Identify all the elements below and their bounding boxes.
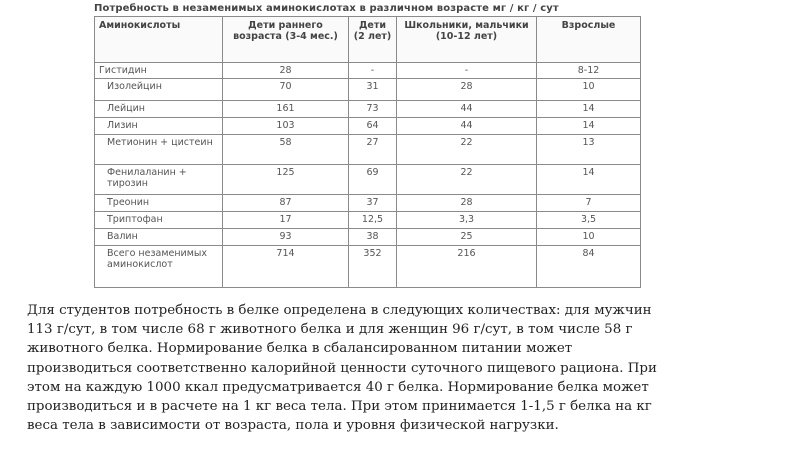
table-row — [95, 135, 641, 165]
value-cell: 161 — [223, 101, 349, 118]
header-amino-acids: Аминокислоты — [95, 17, 223, 63]
value-cell: 73 — [349, 101, 397, 118]
value-cell: 714 — [223, 246, 349, 288]
value-cell: 14 — [537, 165, 641, 195]
amino-acid-name: Фенилаланин + тирозин — [95, 165, 223, 195]
value-cell: - — [397, 63, 537, 79]
amino-acid-name: Лизин — [95, 118, 223, 135]
table-row — [95, 229, 641, 246]
header-schoolboys: Школьники, мальчики (10-12 лет) — [397, 17, 537, 63]
table-row — [95, 165, 641, 195]
value-cell: 58 — [223, 135, 349, 165]
value-cell: 31 — [349, 79, 397, 101]
amino-acid-name: Лейцин — [95, 101, 223, 118]
amino-table-figure — [94, 2, 640, 288]
value-cell: 28 — [397, 195, 537, 212]
table-row — [95, 195, 641, 212]
amino-acid-name: Изолейцин — [95, 79, 223, 101]
table-row — [95, 79, 641, 101]
value-cell: 10 — [537, 79, 641, 101]
amino-acid-name: Валин — [95, 229, 223, 246]
table-row — [95, 101, 641, 118]
value-cell: 64 — [349, 118, 397, 135]
table-row — [95, 246, 641, 288]
value-cell: 38 — [349, 229, 397, 246]
value-cell: 3,3 — [397, 212, 537, 229]
value-cell: 84 — [537, 246, 641, 288]
header-children: Дети (2 лет) — [349, 17, 397, 63]
body-paragraph: Для студентов потребность в белке определена в следующих количествах: для мужчин 113 г/сут, в том числе 68 г животного белка и для женщин 96 г/сут, в том числе 58 г животного белка. Нормирование белка в сбалансированном питании может производиться соответственно калорийной ценности суточного пищевого рациона. При этом на каждую 1000 ккал предусматривается 40 г белка. Нормирование белка может производиться и в расчете на 1 кг веса тела. При этом принимается 1-1,5 г белка на кг веса тела в зависимости от возраста, пола и уровня физической нагрузки. — [27, 303, 657, 434]
value-cell: 25 — [397, 229, 537, 246]
amino-acid-name: Метионин + цистеин — [95, 135, 223, 165]
value-cell: 216 — [397, 246, 537, 288]
value-cell: 103 — [223, 118, 349, 135]
value-cell: 93 — [223, 229, 349, 246]
value-cell: 14 — [537, 101, 641, 118]
value-cell: 13 — [537, 135, 641, 165]
header-infants: Дети раннего возраста (3-4 мес.) — [223, 17, 349, 63]
value-cell: 70 — [223, 79, 349, 101]
amino-acid-name: Треонин — [95, 195, 223, 212]
value-cell: 28 — [397, 79, 537, 101]
table-caption: Потребность в незаменимых аминокислотах в различном возрасте мг / кг / сут — [94, 3, 559, 14]
table-row — [95, 63, 641, 79]
value-cell: 69 — [349, 165, 397, 195]
header-adults: Взрослые — [537, 17, 641, 63]
value-cell: 7 — [537, 195, 641, 212]
value-cell: 12,5 — [349, 212, 397, 229]
value-cell: 44 — [397, 101, 537, 118]
value-cell: 22 — [397, 135, 537, 165]
amino-acid-table — [94, 16, 641, 288]
amino-acid-name: Всего незаменимых аминокислот — [95, 246, 223, 288]
value-cell: 87 — [223, 195, 349, 212]
value-cell: 27 — [349, 135, 397, 165]
amino-acid-name: Триптофан — [95, 212, 223, 229]
value-cell: 44 — [397, 118, 537, 135]
value-cell: 3,5 — [537, 212, 641, 229]
value-cell: 8-12 — [537, 63, 641, 79]
table-header-row — [95, 17, 641, 63]
amino-acid-name: Гистидин — [95, 63, 223, 79]
value-cell: 10 — [537, 229, 641, 246]
value-cell: 28 — [223, 63, 349, 79]
value-cell: - — [349, 63, 397, 79]
value-cell: 37 — [349, 195, 397, 212]
value-cell: 352 — [349, 246, 397, 288]
table-row — [95, 118, 641, 135]
table-row — [95, 212, 641, 229]
value-cell: 14 — [537, 118, 641, 135]
value-cell: 17 — [223, 212, 349, 229]
value-cell: 22 — [397, 165, 537, 195]
value-cell: 125 — [223, 165, 349, 195]
